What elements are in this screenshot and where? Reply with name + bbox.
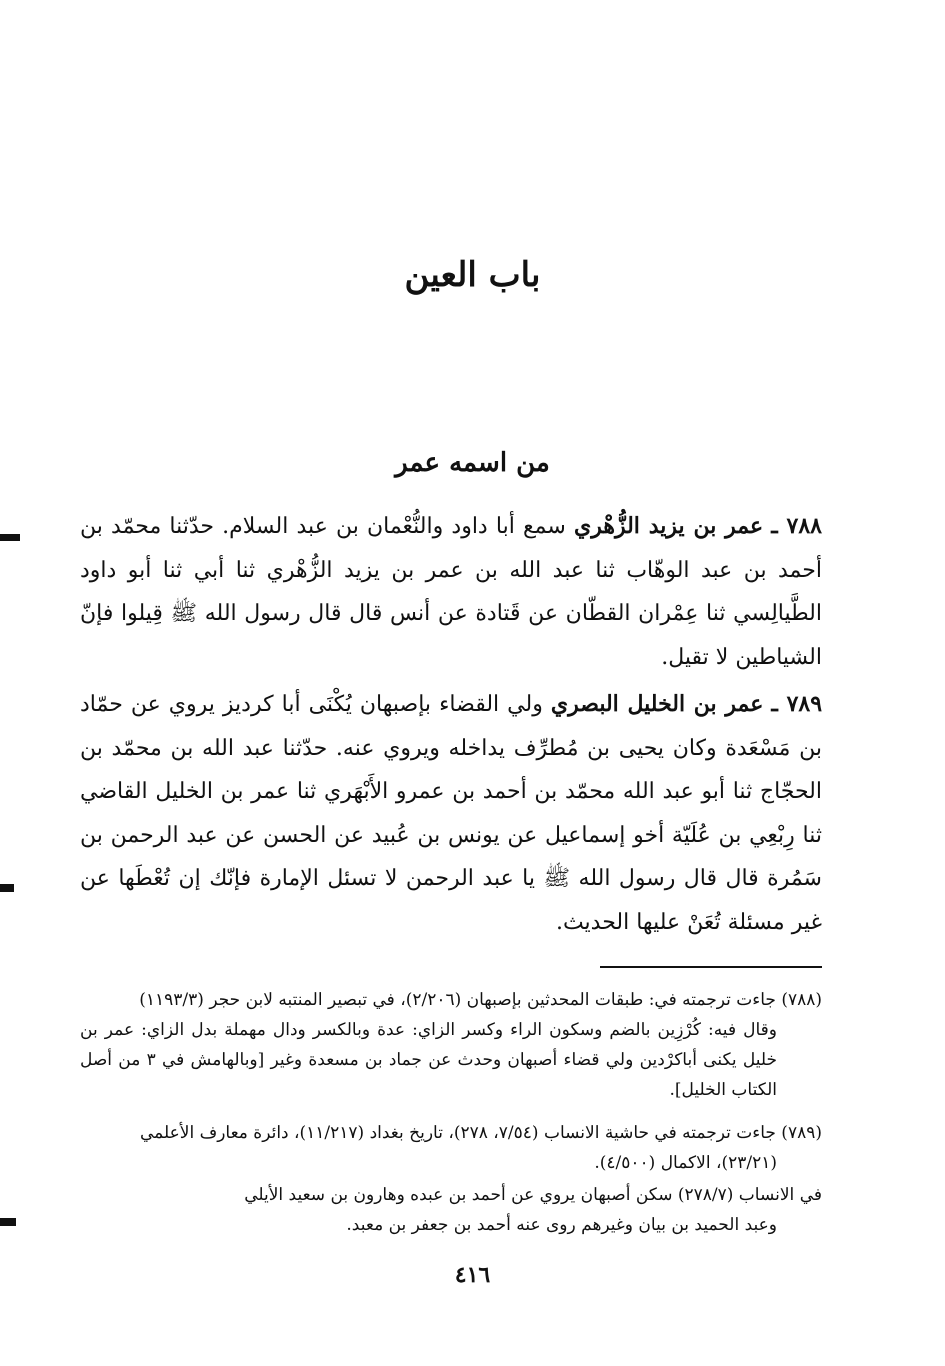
- scan-mark: [0, 884, 14, 892]
- entry-number: ٧٨٩ ـ: [771, 691, 823, 717]
- entry-name: عمر بن يزيد الزُّهْري: [573, 513, 764, 539]
- footnote-788: [80, 985, 822, 1105]
- footnote-continuation: وقال فيه: كُرْزِين بالضم وسكون الراء وكسر الزاي: عدة وبالكسر ودال مهملة بدل الزاي: عمر بن خليل يكنى أباكرْدين ولي قضاء أصبهان وحدث عن جماد بن مسعدة وغير [وبالهامش في ٣ من أصل الكتاب الخليل].: [80, 1020, 777, 1100]
- footnote-first-line: (٧٨٩) جاءت ترجمته في حاشية الانساب (٧/٥٤، ٢٧٨)، تاريخ بغداد (١١/٢١٧)، دائرة معارف الأعلمي: [139, 1123, 822, 1143]
- entry-788: [80, 505, 822, 679]
- page-number: ٤١٦: [454, 1262, 491, 1288]
- entry-789: [80, 683, 822, 944]
- footnote-continuation: (٢٣/٢١)، الاكمال (٤/٥٠٠).: [594, 1153, 777, 1173]
- chapter-title: باب العين: [404, 255, 541, 295]
- entry-text: سمع أبا داود والنُّعْمان بن عبد السلام. حدّثنا محمّد بن أحمد بن عبد الوهّاب ثنا عبد الله بن عمر بن يزيد الزُّهْري ثنا أبي ثنا أبو داود الطَّيالِسي ثنا عِمْران القطّان عن قَتادة عن أنس قال قال رسول الله ﷺ قِيلوا فإنّ الشياطين لا تقيل.: [80, 514, 822, 670]
- entry-number: ٧٨٨ ـ: [771, 513, 822, 539]
- scan-mark: [0, 1218, 16, 1226]
- scan-mark: [0, 534, 20, 541]
- footnote-separator: [600, 966, 822, 968]
- footnote-ansab: [80, 1180, 822, 1240]
- footnote-789: [80, 1118, 822, 1178]
- footnote-first-line: في الانساب (٢٧٨/٧) سكن أصبهان يروي عن أحمد بن عبده وهارون بن سعيد الأيلي: [244, 1185, 822, 1205]
- entry-name: عمر بن الخليل البصري: [550, 691, 764, 717]
- section-title: من اسمه عمر: [395, 448, 550, 478]
- entry-text: ولي القضاء بإصبهان يُكْنَى أبا كرديز يروي عن حمّاد بن مَسْعَدة وكان يحيى بن مُطرِّف يداخله ويروي عنه. حدّثنا عبد الله بن محمّد بن الحجّاج ثنا أبو عبد الله محمّد بن أحمد بن عمرو الأَبْهَري ثنا عمر بن الخليل القاضي ثنا رِبْعِي بن عُلَيّة أخو إسماعيل عن يونس بن عُبيد عن الحسن عن عبد الرحمن بن سَمُرة قال قال رسول الله ﷺ يا عبد الرحمن لا تسئل الإمارة فإنّك إن تُعْطَها عن غير مسئلة تُعَنْ عليها الحديث.: [80, 692, 822, 935]
- footnote-continuation: وعبد الحميد بن بيان وغيرهم روى عنه أحمد بن جعفر بن معبد.: [346, 1215, 777, 1235]
- footnote-first-line: (٧٨٨) جاءت ترجمته في: طبقات المحدثين بإصبهان (٢/٢٠٦)، في تبصير المنتبه لابن حجر (١١٩٣/٣): [139, 990, 822, 1010]
